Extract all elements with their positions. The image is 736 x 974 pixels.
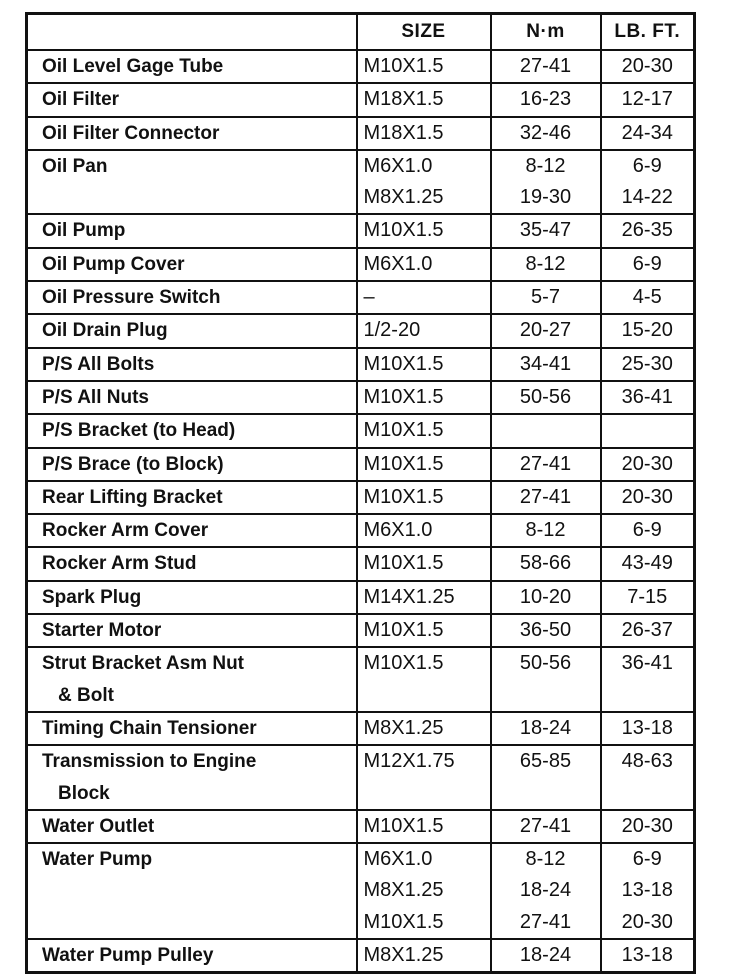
- size-cell-line: M8X1.25: [363, 716, 444, 739]
- lbft-cell-line: [602, 415, 694, 446]
- size-cell: [357, 614, 491, 647]
- size-cell-line: [364, 778, 490, 809]
- nm-cell-line: 5-7: [531, 286, 560, 309]
- table-row: [27, 414, 695, 447]
- nm-cell-line: 8-12: [525, 848, 566, 871]
- lbft-cell-line: 48-63: [621, 750, 673, 773]
- nm-cell: [491, 414, 601, 447]
- nm-cell-line: [492, 680, 600, 711]
- table-row: [27, 348, 695, 381]
- component-cell: [27, 314, 357, 347]
- lbft-cell-line: 43-49: [621, 552, 673, 575]
- nm-cell-line: 27-41: [519, 814, 572, 837]
- table-row: [27, 248, 695, 281]
- component-cell-line: Timing Chain Tensioner: [42, 717, 257, 739]
- nm-cell-line: 10-20: [519, 585, 572, 608]
- nm-cell-line: [492, 778, 600, 809]
- component-cell: [27, 50, 357, 83]
- size-cell: [357, 448, 491, 481]
- size-cell: [357, 381, 491, 414]
- lbft-cell: [601, 117, 695, 150]
- nm-cell: [491, 481, 601, 514]
- component-cell: [27, 414, 357, 447]
- size-cell-line: M8X1.25: [363, 944, 444, 967]
- lbft-cell-line: 15-20: [621, 319, 673, 342]
- nm-cell: [491, 248, 601, 281]
- lbft-cell: [601, 581, 695, 614]
- size-cell: [357, 481, 491, 514]
- nm-cell: [491, 83, 601, 116]
- lbft-cell-line: 24-34: [621, 121, 673, 144]
- size-cell-line: M10X1.5: [363, 452, 444, 475]
- nm-cell-line: 58-66: [519, 552, 572, 575]
- nm-cell: [491, 614, 601, 647]
- component-cell-line: Water Outlet: [42, 815, 155, 837]
- nm-cell-line: 27-41: [519, 452, 572, 475]
- lbft-cell-line: 13-18: [621, 879, 673, 902]
- size-cell-line: M10X1.5: [363, 619, 444, 642]
- nm-cell-line: 65-85: [519, 750, 572, 773]
- header-component: [27, 14, 357, 51]
- component-cell-line: & Bolt: [58, 684, 114, 706]
- size-cell-line: [364, 680, 490, 711]
- size-cell: [357, 843, 491, 939]
- lbft-cell: [601, 381, 695, 414]
- lbft-cell-line: 26-35: [621, 219, 673, 242]
- component-cell-line: Oil Filter: [42, 89, 120, 111]
- component-cell-line: P/S All Nuts: [42, 386, 149, 408]
- component-cell: [27, 381, 357, 414]
- lbft-cell-line: 25-30: [621, 352, 673, 375]
- component-cell-line: Water Pump: [42, 849, 153, 871]
- lbft-cell: [601, 810, 695, 843]
- lbft-cell: [601, 939, 695, 973]
- component-cell-line: Oil Drain Plug: [42, 320, 168, 342]
- size-cell: [357, 281, 491, 314]
- nm-cell-line: 8-12: [525, 154, 566, 177]
- table-row: [27, 50, 695, 83]
- nm-cell: [491, 547, 601, 580]
- size-cell: [357, 712, 491, 745]
- table-row: [27, 843, 695, 939]
- size-cell-line: M10X1.5: [363, 485, 444, 508]
- component-cell-line: Water Pump Pulley: [42, 945, 214, 967]
- component-cell-line: Oil Pump: [42, 220, 126, 242]
- lbft-cell: [601, 150, 695, 215]
- table-row: [27, 481, 695, 514]
- lbft-cell-line: 20-30: [621, 910, 673, 933]
- nm-cell-line: 50-56: [519, 385, 572, 408]
- component-cell: [27, 281, 357, 314]
- component-cell-line: Oil Pump Cover: [42, 253, 185, 275]
- nm-cell-line: [492, 415, 600, 446]
- lbft-cell: [601, 314, 695, 347]
- nm-cell: [491, 281, 601, 314]
- lbft-cell: [601, 281, 695, 314]
- table-row: [27, 381, 695, 414]
- lbft-cell: [601, 248, 695, 281]
- component-cell: [27, 712, 357, 745]
- size-cell-line: M10X1.5: [363, 419, 444, 442]
- nm-cell-line: 18-24: [519, 944, 572, 967]
- lbft-cell: [601, 481, 695, 514]
- lbft-cell-line: [602, 680, 694, 711]
- nm-cell: [491, 514, 601, 547]
- component-cell-line: Spark Plug: [42, 586, 142, 608]
- lbft-cell-line: 6-9: [632, 252, 662, 275]
- component-cell-line: Oil Filter Connector: [42, 122, 220, 144]
- table-row: [27, 150, 695, 215]
- lbft-cell: [601, 50, 695, 83]
- size-cell-line: M10X1.5: [363, 219, 444, 242]
- nm-cell-line: 27-41: [519, 910, 572, 933]
- lbft-cell-line: 20-30: [621, 55, 673, 77]
- size-cell: [357, 547, 491, 580]
- header-lbft: LB. FT.: [601, 14, 695, 51]
- table-body: [27, 50, 695, 973]
- size-cell-line: 1/2-20: [363, 319, 421, 342]
- component-cell: [27, 150, 357, 215]
- lbft-cell-line: 13-18: [621, 716, 673, 739]
- size-cell-line: M8X1.25: [363, 879, 444, 902]
- component-cell: [27, 348, 357, 381]
- nm-cell-line: 50-56: [519, 652, 572, 675]
- lbft-cell-line: 12-17: [621, 88, 673, 111]
- nm-cell-line: 19-30: [519, 186, 572, 209]
- nm-cell-line: 8-12: [525, 519, 566, 542]
- size-cell-line: M14X1.25: [363, 585, 455, 608]
- lbft-cell: [601, 745, 695, 810]
- lbft-cell-line: 20-30: [621, 485, 673, 508]
- lbft-cell: [601, 214, 695, 247]
- nm-cell: [491, 581, 601, 614]
- size-cell: [357, 647, 491, 712]
- table-row: [27, 939, 695, 973]
- component-cell: [27, 214, 357, 247]
- nm-cell-line: 34-41: [519, 352, 572, 375]
- size-cell-line: M6X1.0: [363, 154, 433, 177]
- header-nm: N·m: [491, 14, 601, 51]
- lbft-cell: [601, 348, 695, 381]
- component-cell-line: Starter Motor: [42, 620, 162, 642]
- nm-cell: [491, 712, 601, 745]
- size-cell-line: M18X1.5: [363, 88, 444, 111]
- component-cell: [27, 939, 357, 973]
- size-cell-line: M10X1.5: [363, 552, 444, 575]
- lbft-cell-line: 36-41: [621, 385, 673, 408]
- table-row: [27, 614, 695, 647]
- nm-cell-line: 27-41: [519, 485, 572, 508]
- lbft-cell-line: 4-5: [632, 286, 662, 309]
- size-cell: [357, 83, 491, 116]
- lbft-cell: [601, 83, 695, 116]
- lbft-cell-line: 20-30: [621, 452, 673, 475]
- component-cell-line: Block: [58, 782, 110, 804]
- size-cell-line: M10X1.5: [363, 910, 444, 933]
- component-cell: [27, 83, 357, 116]
- size-cell-line: M6X1.0: [363, 848, 433, 871]
- nm-cell: [491, 647, 601, 712]
- size-cell: [357, 939, 491, 973]
- component-cell: [27, 745, 357, 810]
- lbft-cell: [601, 647, 695, 712]
- lbft-cell-line: 6-9: [632, 519, 662, 542]
- component-cell: [27, 248, 357, 281]
- nm-cell: [491, 381, 601, 414]
- size-cell: [357, 248, 491, 281]
- table-row: [27, 647, 695, 712]
- nm-cell-line: 27-41: [519, 55, 572, 77]
- nm-cell-line: 32-46: [519, 121, 572, 144]
- component-cell: [27, 843, 357, 939]
- component-cell: [27, 547, 357, 580]
- table-row: [27, 745, 695, 810]
- table-row: [27, 581, 695, 614]
- lbft-cell: [601, 448, 695, 481]
- size-cell-line: M10X1.5: [363, 385, 444, 408]
- table-row: [27, 514, 695, 547]
- table-row: [27, 712, 695, 745]
- component-cell: [27, 514, 357, 547]
- nm-cell: [491, 214, 601, 247]
- table-row: [27, 281, 695, 314]
- nm-cell: [491, 117, 601, 150]
- component-cell-line: Rear Lifting Bracket: [42, 486, 223, 508]
- nm-cell: [491, 843, 601, 939]
- nm-cell-line: 20-27: [519, 319, 572, 342]
- nm-cell: [491, 745, 601, 810]
- size-cell: [357, 214, 491, 247]
- component-cell: [27, 810, 357, 843]
- size-cell-line: M10X1.5: [363, 814, 444, 837]
- lbft-cell-line: 20-30: [621, 814, 673, 837]
- lbft-cell: [601, 414, 695, 447]
- component-cell-line: P/S All Bolts: [42, 353, 155, 375]
- table-row: [27, 448, 695, 481]
- lbft-cell-line: [602, 778, 694, 809]
- lbft-cell: [601, 547, 695, 580]
- nm-cell: [491, 150, 601, 215]
- header-row: [27, 14, 695, 51]
- size-cell: [357, 117, 491, 150]
- lbft-cell-line: 36-41: [621, 652, 673, 675]
- component-cell: [27, 614, 357, 647]
- nm-cell-line: 18-24: [519, 716, 572, 739]
- component-cell-line: Rocker Arm Cover: [42, 520, 209, 542]
- size-cell-line: M6X1.0: [363, 252, 433, 275]
- size-cell-line: M18X1.5: [363, 121, 444, 144]
- size-cell: [357, 745, 491, 810]
- component-cell-line: Rocker Arm Stud: [42, 553, 197, 575]
- nm-cell-line: 16-23: [519, 88, 572, 111]
- component-cell-line: Oil Level Gage Tube: [42, 56, 224, 77]
- component-cell-line: Transmission to Engine: [42, 751, 257, 773]
- size-cell-line: M10X1.5: [363, 55, 444, 77]
- size-cell: [357, 414, 491, 447]
- size-cell-line: M10X1.5: [363, 652, 444, 675]
- component-cell-line: Oil Pressure Switch: [42, 287, 221, 309]
- lbft-cell-line: 13-18: [621, 944, 673, 967]
- size-cell-line: M8X1.25: [363, 186, 444, 209]
- table-row: [27, 117, 695, 150]
- nm-cell: [491, 348, 601, 381]
- component-cell: [27, 481, 357, 514]
- table-row: [27, 314, 695, 347]
- torque-spec-table: [25, 12, 696, 974]
- lbft-cell-line: 7-15: [627, 585, 668, 608]
- nm-cell: [491, 50, 601, 83]
- table-row: [27, 214, 695, 247]
- component-cell: [27, 117, 357, 150]
- size-cell-line: –: [363, 286, 375, 309]
- nm-cell-line: 35-47: [519, 219, 572, 242]
- lbft-cell: [601, 514, 695, 547]
- table-row: [27, 547, 695, 580]
- nm-cell: [491, 314, 601, 347]
- component-cell-line: P/S Bracket (to Head): [42, 420, 236, 442]
- nm-cell-line: 36-50: [519, 619, 572, 642]
- size-cell-line: M12X1.75: [363, 750, 455, 773]
- component-cell: [27, 581, 357, 614]
- lbft-cell: [601, 712, 695, 745]
- size-cell: [357, 50, 491, 83]
- component-cell: [27, 448, 357, 481]
- lbft-cell-line: 6-9: [632, 848, 662, 871]
- component-cell-line: Oil Pan: [42, 155, 108, 177]
- component-cell: [27, 647, 357, 712]
- lbft-cell: [601, 614, 695, 647]
- size-cell: [357, 348, 491, 381]
- component-cell-line: P/S Brace (to Block): [42, 453, 224, 475]
- size-cell-line: M10X1.5: [363, 352, 444, 375]
- header-size: SIZE: [357, 14, 491, 51]
- size-cell-line: M6X1.0: [363, 519, 433, 542]
- size-cell: [357, 314, 491, 347]
- nm-cell-line: 18-24: [519, 879, 572, 902]
- lbft-cell-line: 6-9: [632, 154, 662, 177]
- table-row: [27, 810, 695, 843]
- size-cell: [357, 581, 491, 614]
- nm-cell: [491, 810, 601, 843]
- size-cell: [357, 514, 491, 547]
- lbft-cell: [601, 843, 695, 939]
- nm-cell-line: 8-12: [525, 252, 566, 275]
- lbft-cell-line: 14-22: [621, 186, 673, 209]
- nm-cell: [491, 448, 601, 481]
- size-cell: [357, 150, 491, 215]
- table-row: [27, 83, 695, 116]
- nm-cell: [491, 939, 601, 973]
- lbft-cell-line: 26-37: [621, 619, 673, 642]
- component-cell-line: Strut Bracket Asm Nut: [42, 653, 245, 675]
- size-cell: [357, 810, 491, 843]
